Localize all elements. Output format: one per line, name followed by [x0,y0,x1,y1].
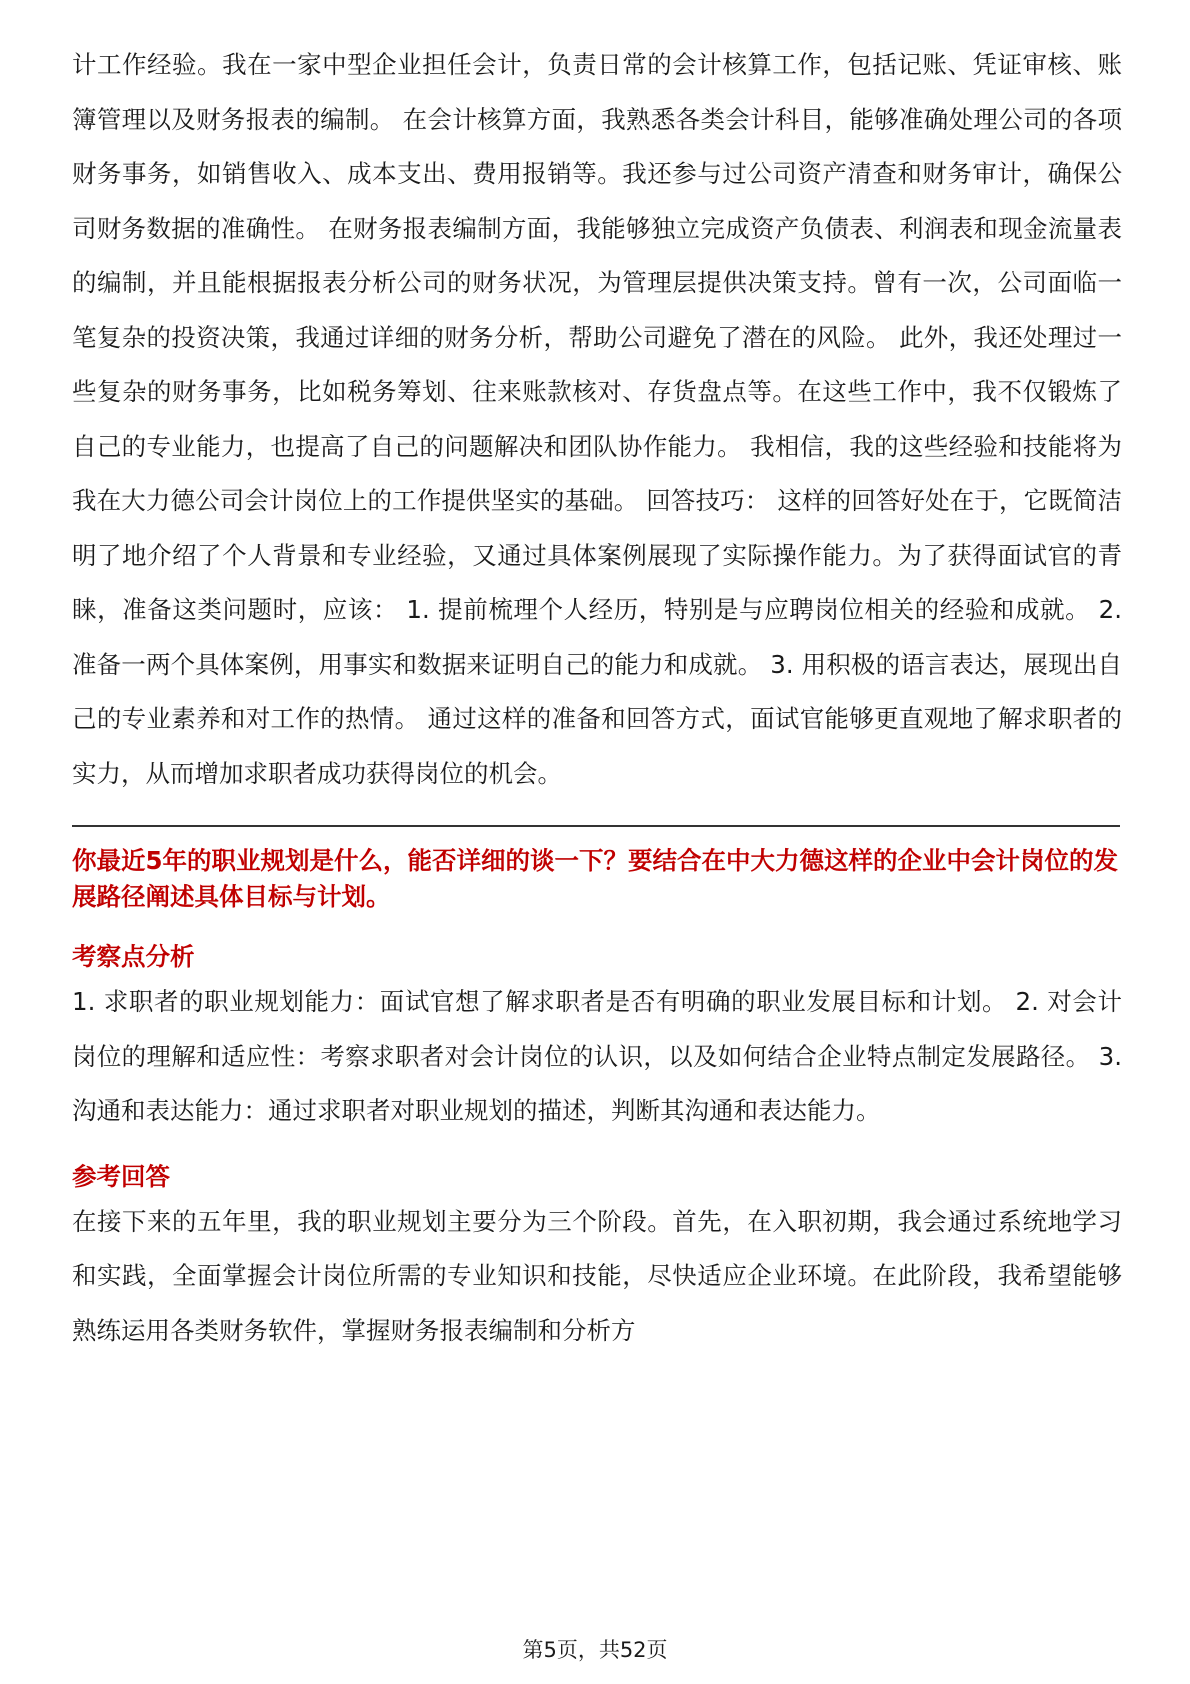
answer-title: 参考回答 [72,1161,170,1191]
interview-question: 你最近5年的职业规划是什么，能否详细的谈一下？要结合在中大力德这样的企业中会计岗位的发展路径阐述具体目标与计划。 [72,846,1119,911]
page-content [72,38,1122,1358]
analysis-paragraph: 1. 求职者的职业规划能力：面试官想了解求职者是否有明确的职业发展目标和计划。 2. 对会计岗位的理解和适应性：考察求职者对会计岗位的认识，以及如何结合企业特点制定发展路径。 3. 沟通和表达能力：通过求职者对职业规划的描述，判断其沟通和表达能力。 [72,987,1122,1125]
section-divider [72,825,1120,827]
page-number: 第5页，共52页 [522,1638,668,1662]
answer-paragraph: 在接下来的五年里，我的职业规划主要分为三个阶段。首先，在入职初期，我会通过系统地学习和实践，全面掌握会计岗位所需的专业知识和技能，尽快适应企业环境。在此阶段，我希望能够熟练运用各类财务软件，掌握财务报表编制和分析方 [72,1206,1122,1345]
continuation-paragraph: 计工作经验。我在一家中型企业担任会计，负责日常的会计核算工作，包括记账、凭证审核、账簿管理以及财务报表的编制。 在会计核算方面，我熟悉各类会计科目，能够准确处理公司的各项财务事务，如销售收入、成本支出、费用报销等。我还参与过公司资产清查和财务审计，确保公司财务数据的准确性。 在财务报表编制方面，我能够独立完成资产负债表、利润表和现金流量表的编制，并且能根据报表分析公司的财务状况，为管理层提供决策支持。曾有一次，公司面临一笔复杂的投资决策，我通过详细的财务分析，帮助公司避免了潜在的风险。 此外，我还处理过一些复杂的财务事务，比如税务筹划、往来账款核对、存货盘点等。在这些工作中，我不仅锻炼了自己的专业能力，也提高了自己的问题解决和团队协作能力。 我相信，我的这些经验和技能将为我在大力德公司会计岗位上的工作提供坚实的基础。 回答技巧： 这样的回答好处在于，它既简洁明了地介绍了个人背景和专业经验，又通过具体案例展现了实际操作能力。为了获得面试官的青睐，准备这类问题时，应该： 1. 提前梳理个人经历，特别是与应聘岗位相关的经验和成就。 2. 准备一两个具体案例，用事实和数据来证明自己的能力和成就。 3. 用积极的语言表达，展现出自己的专业素养和对工作的热情。 通过这样的准备和回答方式，面试官能够更直观地了解求职者的实力，从而增加求职者成功获得岗位的机会。 [72,50,1122,788]
analysis-title: 考察点分析 [72,942,195,971]
